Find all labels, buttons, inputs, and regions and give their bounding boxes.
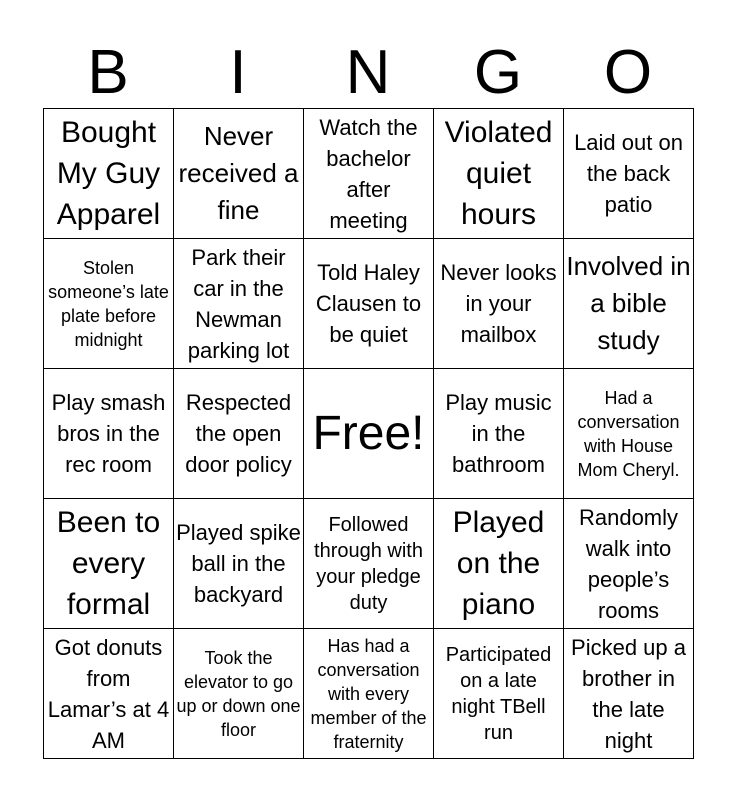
cell-text: Watch the bachelor after meeting: [319, 114, 418, 233]
bingo-cell[interactable]: [44, 499, 174, 629]
header-letter-i: I: [229, 38, 247, 107]
bingo-cell[interactable]: [434, 109, 564, 239]
bingo-cell[interactable]: [174, 629, 304, 759]
cell-text: Never received a fine: [178, 121, 299, 225]
bingo-cell[interactable]: [304, 109, 434, 239]
board-row: [44, 629, 694, 759]
board-row: [44, 499, 694, 629]
bingo-cell[interactable]: [564, 369, 694, 499]
cell-text: Violated quiet hours: [444, 116, 553, 231]
bingo-cell[interactable]: [174, 369, 304, 499]
free-space-text: Free!: [312, 406, 425, 460]
header-letter-g: G: [473, 38, 523, 107]
cell-text: Play music in the bathroom: [445, 390, 552, 477]
board-row: [44, 109, 694, 239]
bingo-cell[interactable]: [44, 109, 174, 239]
bingo-board: [43, 108, 694, 759]
bingo-cell[interactable]: [564, 499, 694, 629]
cell-text: Had a conversation with House Mom Cheryl.: [577, 387, 680, 480]
cell-text: Took the elevator to go up or down one floor: [176, 647, 301, 740]
cell-text: Participated on a late night TBell run: [445, 643, 552, 744]
bingo-cell[interactable]: [304, 629, 434, 759]
bingo-cell[interactable]: [434, 239, 564, 369]
cell-text: Involved in a bible study: [566, 251, 691, 355]
cell-text: Stolen someone’s late plate before midnight: [48, 257, 169, 350]
free-space-cell[interactable]: [304, 369, 434, 499]
cell-text: Has had a conversation with every member of the fraternity: [310, 635, 427, 752]
header-letter-n: N: [345, 38, 391, 107]
cell-text: Been to every formal: [56, 506, 161, 621]
bingo-cell[interactable]: [434, 499, 564, 629]
bingo-cell[interactable]: [44, 369, 174, 499]
cell-text: Played on the piano: [452, 506, 545, 621]
cell-text: Followed through with your pledge duty: [314, 513, 423, 614]
cell-text: Play smash bros in the rec room: [51, 390, 166, 477]
cell-text: Picked up a brother in the late night: [571, 634, 686, 753]
bingo-cell[interactable]: [44, 629, 174, 759]
bingo-cell[interactable]: [434, 629, 564, 759]
bingo-cell[interactable]: [564, 109, 694, 239]
bingo-cell[interactable]: [304, 499, 434, 629]
bingo-cell[interactable]: [174, 499, 304, 629]
cell-text: Played spike ball in the backyard: [176, 520, 301, 607]
cell-text: Randomly walk into people’s rooms: [578, 504, 679, 623]
header-letter-b: B: [87, 38, 129, 107]
bingo-header: [43, 38, 693, 108]
cell-text: Told Haley Clausen to be quiet: [315, 260, 422, 347]
board-row: [44, 239, 694, 369]
bingo-cell[interactable]: [564, 239, 694, 369]
bingo-cell[interactable]: [434, 369, 564, 499]
bingo-cell[interactable]: [304, 239, 434, 369]
cell-text: Got donuts from Lamar’s at 4 AM: [47, 634, 170, 753]
bingo-cell[interactable]: [174, 239, 304, 369]
board-row: [44, 369, 694, 499]
bingo-cell[interactable]: [174, 109, 304, 239]
header-letter-o: O: [603, 38, 653, 107]
bingo-cell[interactable]: [44, 239, 174, 369]
cell-text: Laid out on the back patio: [574, 130, 683, 217]
cell-text: Park their car in the Newman parking lot: [187, 244, 290, 363]
cell-text: Never looks in your mailbox: [440, 260, 557, 347]
cell-text: Bought My Guy Apparel: [56, 116, 161, 231]
cell-text: Respected the open door policy: [185, 390, 292, 477]
bingo-cell[interactable]: [564, 629, 694, 759]
